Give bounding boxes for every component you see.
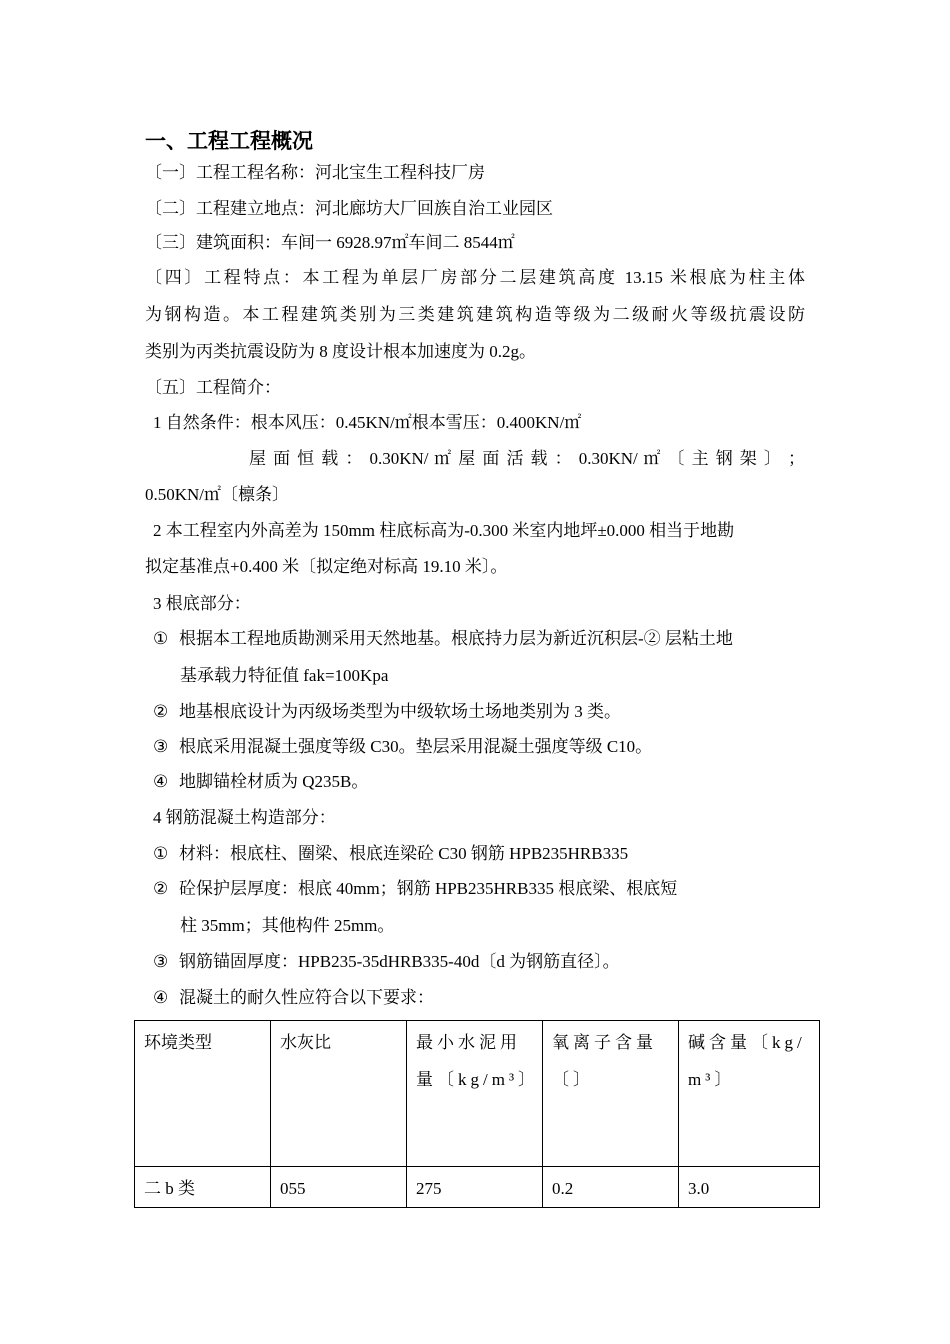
item-text: 地脚锚栓材质为 Q235B。 bbox=[179, 772, 369, 791]
natural-conditions-line-3: 0.50KN/㎡〔檩条〕 bbox=[145, 485, 290, 504]
item-number: ④ bbox=[153, 772, 169, 791]
item-text: 地基根底设计为丙级场类型为中级软场土场地类别为 3 类。 bbox=[179, 702, 621, 721]
item-number: ④ bbox=[153, 988, 169, 1007]
table-cell: 3.0 bbox=[679, 1167, 820, 1208]
header-water-cement-ratio: 水灰比 bbox=[271, 1021, 407, 1167]
header-environment-type: 环境类型 bbox=[135, 1021, 271, 1167]
item-text: 混凝土的耐久性应符合以下要求： bbox=[179, 988, 434, 1007]
item-number: ② bbox=[153, 702, 169, 721]
intro-title: 〔五〕工程简介： bbox=[145, 378, 281, 397]
features-line-1: 〔四〕工程特点：本工程为单层厂房部分二层建筑高度 13.15 米根底为柱主体 bbox=[145, 268, 805, 287]
item-number: ③ bbox=[153, 952, 169, 971]
natural-conditions-line-2: 屋 面 恒 载 ： 0.30KN/ ㎡ 屋 面 活 载 ： 0.30KN/ ㎡ 〔 主 钢 架 〕 ； bbox=[249, 449, 805, 468]
concrete-title: 4 钢筋混凝土构造部分： bbox=[153, 808, 336, 827]
item-number: ① bbox=[153, 629, 169, 648]
concrete-item bbox=[153, 988, 434, 1008]
header-alkali-content: 碱含量〔kg/m³〕 bbox=[679, 1021, 820, 1167]
concrete-item bbox=[153, 879, 677, 899]
features-line-2: 为钢构造。本工程建筑类别为三类建筑建筑构造等级为二级耐火等级抗震设防 bbox=[145, 305, 805, 324]
table-cell: 055 bbox=[271, 1167, 407, 1208]
durability-requirements-table bbox=[134, 1020, 820, 1208]
item-text: 材料：根底柱、圈梁、根底连梁砼 C30 钢筋 HPB235HRB335 bbox=[179, 844, 629, 863]
item-text: 砼保护层厚度：根底 40mm；钢筋 HPB235HRB335 根底梁、根底短 bbox=[179, 879, 678, 898]
concrete-item bbox=[153, 952, 620, 972]
table-cell: 275 bbox=[407, 1167, 543, 1208]
header-chloride-content: 氧离子含量〔〕 bbox=[543, 1021, 679, 1167]
table-row bbox=[135, 1167, 820, 1208]
section-heading: 一、工程工程概况 bbox=[145, 129, 313, 153]
foundation-item bbox=[153, 737, 652, 757]
foundation-item bbox=[153, 702, 621, 722]
foundation-item-continuation: 基承载力特征值 fak=100Kpa bbox=[180, 666, 389, 685]
item-text: 根据本工程地质勘测采用天然地基。根底持力层为新近沉积层-② 层粘土地 bbox=[179, 629, 733, 648]
foundation-item bbox=[153, 772, 368, 792]
table-cell: 二 b 类 bbox=[135, 1167, 271, 1208]
table-cell: 0.2 bbox=[543, 1167, 679, 1208]
project-name: 〔一〕工程工程名称：河北宝生工程科技厂房 bbox=[145, 163, 485, 182]
building-area: 〔三〕建筑面积：车间一 6928.97㎡车间二 8544㎡ bbox=[145, 233, 515, 252]
natural-conditions-line-1: 1 自然条件：根本风压：0.45KN/㎡根本雪压：0.400KN/㎡ bbox=[153, 413, 582, 432]
concrete-item bbox=[153, 844, 628, 864]
foundation-title: 3 根底部分： bbox=[153, 594, 251, 613]
item-number: ③ bbox=[153, 737, 169, 756]
project-location: 〔二〕工程建立地点：河北廊坊大厂回族自治工业园区 bbox=[145, 199, 553, 218]
item-text: 钢筋锚固厚度：HPB235-35dHRB335-40d〔d 为钢筋直径〕。 bbox=[179, 952, 620, 971]
item-text: 根底采用混凝土强度等级 C30。垫层采用混凝土强度等级 C10。 bbox=[179, 737, 653, 756]
header-min-cement: 最小水泥用量〔kg/m³〕 bbox=[407, 1021, 543, 1167]
table-header-row bbox=[135, 1021, 820, 1167]
item-number: ① bbox=[153, 844, 169, 863]
elevation-line-1: 2 本工程室内外高差为 150mm 柱底标高为-0.300 米室内地坪±0.000 相当于地勘 bbox=[153, 521, 735, 540]
item-number: ② bbox=[153, 879, 169, 898]
features-line-3: 类别为丙类抗震设防为 8 度设计根本加速度为 0.2g。 bbox=[145, 342, 536, 361]
foundation-item bbox=[153, 629, 733, 649]
concrete-item-continuation: 柱 35mm；其他构件 25mm。 bbox=[180, 916, 395, 935]
elevation-line-2: 拟定基准点+0.400 米〔拟定绝对标高 19.10 米〕。 bbox=[145, 557, 508, 576]
